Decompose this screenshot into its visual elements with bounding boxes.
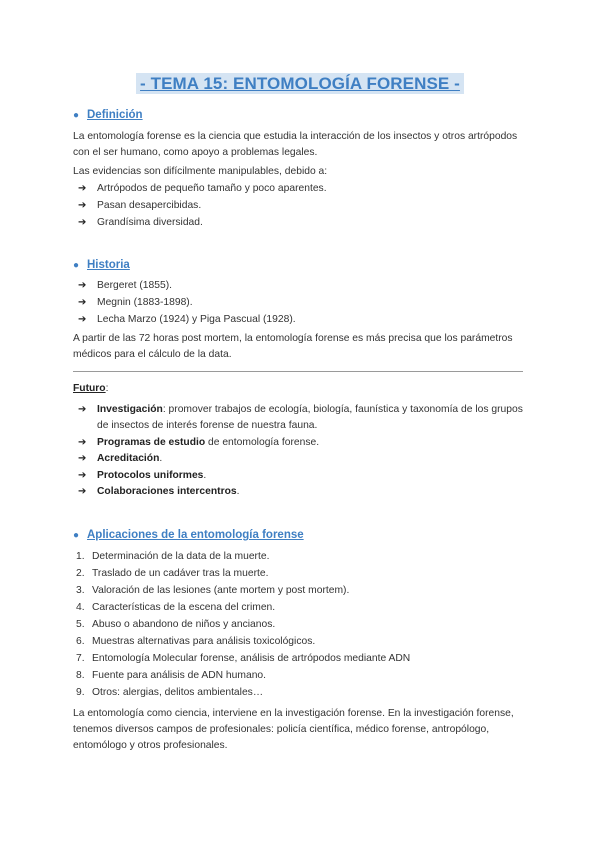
bullet-icon: ● [73, 530, 80, 541]
list-item: 2. Traslado de un cadáver tras la muerte. [76, 568, 269, 579]
arrow-icon: ➔ [78, 183, 87, 194]
list-item: ➔ Programas de estudio de entomología forense. [78, 435, 524, 451]
aplicaciones-paragraph: La entomología como ciencia, interviene en la investigación forense. En la investigación forense, tenemos diversos campos de profesionales: policía científica, médico forense, antropólogo, entomólogo y otros profesionales. [73, 708, 514, 751]
arrow-icon: ➔ [78, 297, 87, 308]
arrow-icon: ➔ [78, 314, 87, 325]
list-item: 4. Características de la escena del crimen. [76, 602, 276, 613]
section-divider [73, 371, 523, 372]
page-title-wrap [0, 74, 600, 94]
list-item: 5. Abuso o abandono de niños y ancianos. [76, 619, 276, 630]
list-item: 3. Valoración de las lesiones (ante mortem y post mortem). [76, 585, 350, 596]
aplicaciones-list [73, 548, 523, 701]
arrow-icon: ➔ [78, 469, 87, 481]
arrow-icon: ➔ [78, 217, 87, 228]
list-item: 9. Otros: alergias, delitos ambientales… [76, 687, 264, 698]
arrow-icon: ➔ [78, 200, 87, 211]
list-item: 6. Muestras alternativas para análisis toxicológicos. [76, 636, 316, 647]
arrow-icon: ➔ [78, 280, 87, 291]
definicion-list [78, 181, 327, 232]
bullet-icon: ● [73, 110, 80, 121]
historia-paragraph: A partir de las 72 horas post mortem, la entomología forense es más precisa que los parámetros médicos para el cálculo de la data. [73, 333, 513, 360]
futuro-label: Futuro: [73, 383, 109, 394]
list-item: 8. Fuente para análisis de ADN humano. [76, 670, 267, 681]
heading-label: Historia [87, 259, 130, 271]
futuro-list [78, 402, 524, 501]
section-heading-definicion [73, 109, 143, 121]
list-item: ➔ Pasan desapercibidas. [78, 198, 327, 215]
heading-label: Definición [87, 109, 143, 121]
arrow-icon: ➔ [78, 404, 87, 415]
heading-label: Aplicaciones de la entomología forense [87, 529, 304, 541]
evidencias-paragraph: Las evidencias son difícilmente manipulables, debido a: [73, 166, 328, 177]
page-title: - TEMA 15: ENTOMOLOGÍA FORENSE - [136, 73, 464, 94]
list-item: ➔ Investigación: promover trabajos de ecología, biología, faunística y taxonomía de los grupos de insectos de interés forense de nuestra fauna. [78, 404, 523, 431]
list-item: 7. Entomología Molecular forense, análisis de artrópodos mediante ADN [76, 653, 411, 664]
bullet-icon: ● [73, 260, 80, 271]
section-heading-aplicaciones [73, 529, 304, 541]
list-item: ➔ Colaboraciones intercentros. [78, 484, 524, 500]
arrow-icon: ➔ [78, 486, 87, 497]
list-item: ➔ Grandísima diversidad. [78, 215, 327, 232]
list-item: ➔ Protocolos uniformes. [78, 468, 524, 484]
historia-list [78, 278, 296, 329]
arrow-icon: ➔ [78, 453, 87, 464]
list-item: 1. Determinación de la data de la muerte. [76, 551, 270, 562]
list-item: ➔ Acreditación. [78, 451, 524, 467]
arrow-icon: ➔ [78, 436, 87, 448]
list-item: ➔ Artrópodos de pequeño tamaño y poco aparentes. [78, 181, 327, 198]
list-item: ➔ Bergeret (1855). [78, 278, 296, 295]
definicion-paragraph: La entomología forense es la ciencia que estudia la interacción de los insectos y otros artrópodos con el ser humano, como apoyo a problemas legales. [73, 131, 518, 158]
list-item: ➔ Megnin (1883-1898). [78, 295, 296, 312]
list-item: ➔ Lecha Marzo (1924) y Piga Pascual (1928). [78, 312, 296, 329]
section-heading-historia [73, 259, 130, 271]
